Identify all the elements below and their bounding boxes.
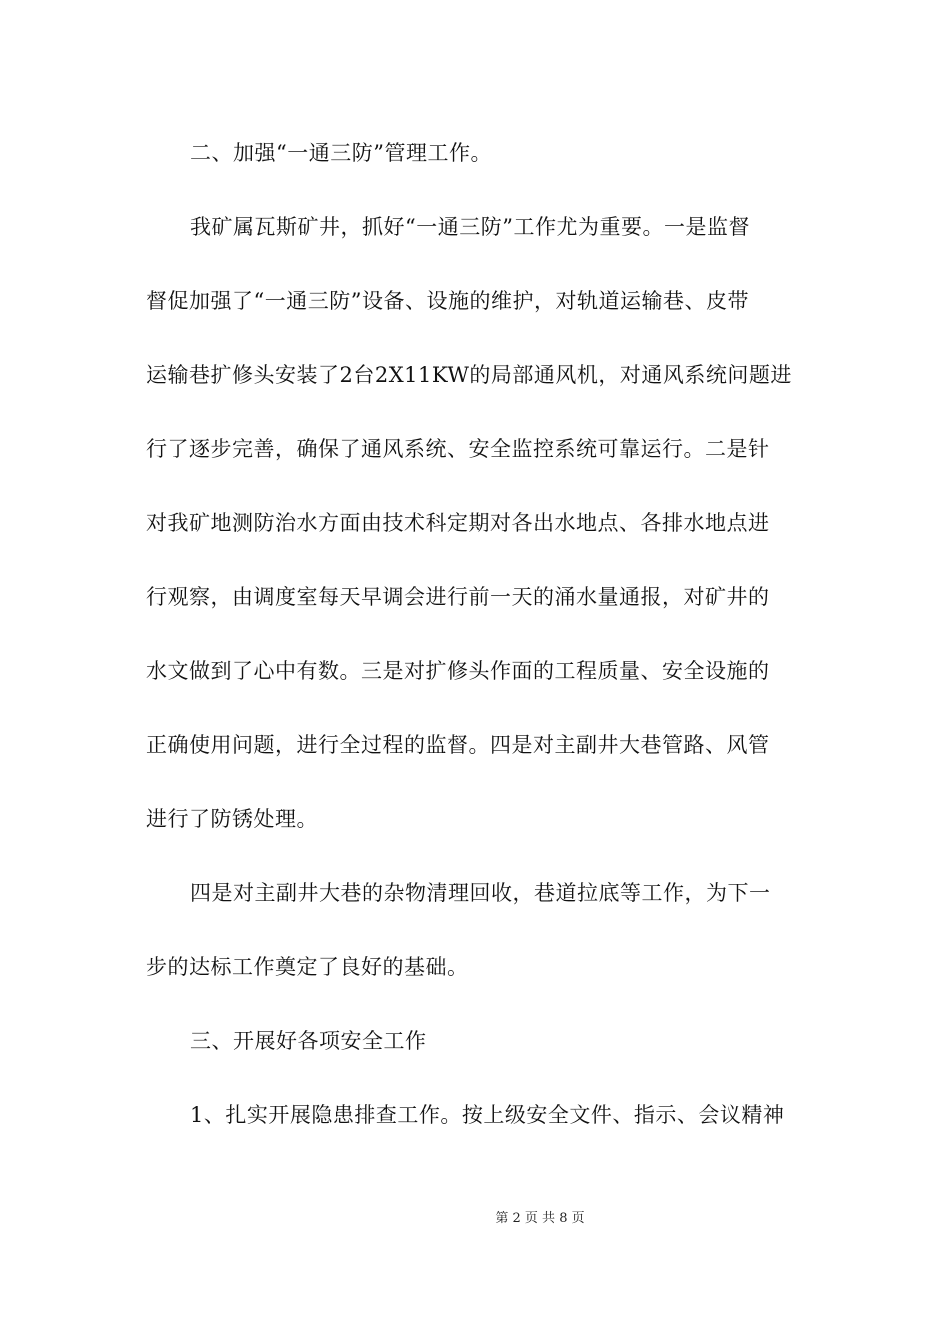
paragraph-line: 运输巷扩修头安装了2台2X11KW的局部通风机，对通风系统问题进 — [146, 363, 792, 387]
paragraph-line: 我矿属瓦斯矿井，抓好“一通三防”工作尤为重要。一是监督 — [190, 215, 750, 239]
paragraph-line: 1、扎实开展隐患排查工作。按上级安全文件、指示、会议精神 — [190, 1103, 785, 1127]
page-footer — [0, 1209, 950, 1229]
section-heading-3: 三、开展好各项安全工作 — [190, 1029, 427, 1053]
paragraph-line: 步的达标工作奠定了良好的基础。 — [146, 955, 469, 979]
paragraph-line: 行观察，由调度室每天早调会进行前一天的涌水量通报，对矿井的 — [146, 585, 770, 609]
paragraph-line: 进行了防锈处理。 — [146, 807, 318, 831]
paragraph-line: 水文做到了心中有数。三是对扩修头作面的工程质量、安全设施的 — [146, 659, 770, 683]
paragraph-line: 对我矿地测防治水方面由技术科定期对各出水地点、各排水地点进 — [146, 511, 770, 535]
paragraph-line: 督促加强了“一通三防”设备、设施的维护，对轨道运输巷、皮带 — [146, 289, 749, 313]
section-heading-2: 二、加强“一通三防”管理工作。 — [190, 141, 492, 165]
page-number-label: 第 2 页 共 8 页 — [495, 1211, 585, 1226]
paragraph-line: 四是对主副井大巷的杂物清理回收，巷道拉底等工作，为下一 — [190, 881, 771, 905]
paragraph-line: 行了逐步完善，确保了通风系统、安全监控系统可靠运行。二是针 — [146, 437, 770, 461]
paragraph-line: 正确使用问题，进行全过程的监督。四是对主副井大巷管路、风管 — [146, 733, 770, 757]
